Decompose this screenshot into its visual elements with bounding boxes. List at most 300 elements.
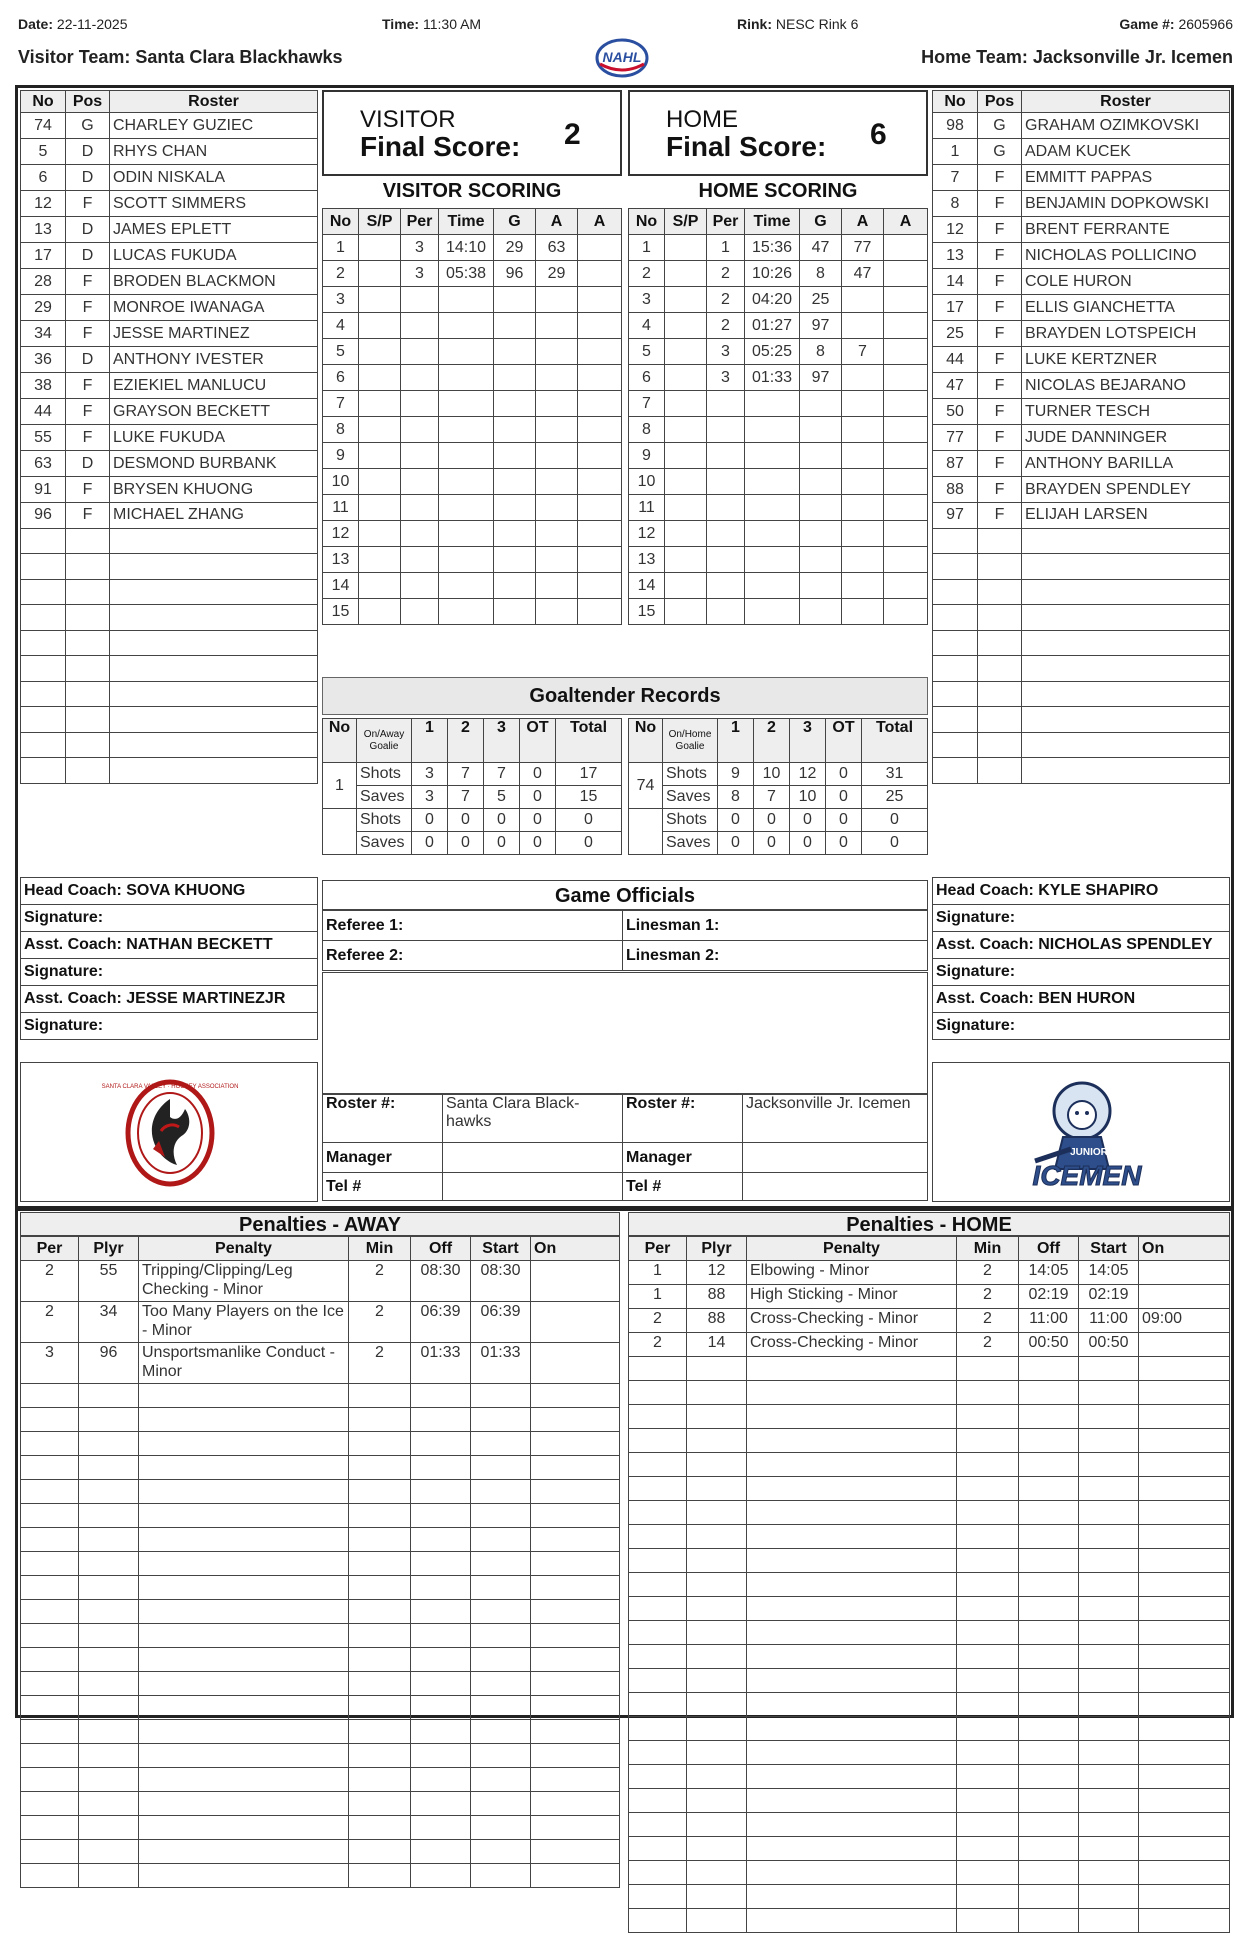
penalty-off [411,1552,471,1576]
scoring-a1 [536,547,578,573]
scoring-a2 [884,235,928,261]
penalty-per: 3 [21,1343,79,1384]
scoring-a2 [884,495,928,521]
roster-position: F [978,165,1022,191]
penalty-on [531,1600,620,1624]
penalty-penalty [139,1864,349,1888]
penalty-row [629,1429,1230,1453]
penalty-on [531,1864,620,1888]
scoring-a2 [578,547,622,573]
scoring-time: 01:27 [745,313,800,339]
penalty-off [1019,1837,1079,1861]
penalty-per [629,1405,687,1429]
penalty-off: 08:30 [411,1261,471,1302]
goalie-home-table [628,718,928,855]
scoring-sp [665,261,707,287]
penalty-per [629,1573,687,1597]
penalty-plyr [79,1720,139,1744]
penalty-off: 06:39 [411,1302,471,1343]
goalie-p2: 0 [448,809,484,832]
penalty-on [531,1384,620,1408]
penalty-start [1079,1885,1139,1909]
roster-row [933,269,1230,295]
penalty-penalty [139,1384,349,1408]
penalty-off: 01:33 [411,1343,471,1384]
goalie-stat-label: Saves [663,786,718,809]
roster-position: F [66,477,110,503]
penalty-start [1079,1549,1139,1573]
goalie-p3: 0 [484,809,520,832]
visitor-roster-label: Roster #: [323,1095,443,1143]
scoring-a1 [536,573,578,599]
scoring-no: 5 [629,339,665,365]
home-asst-coach-1-signature[interactable]: Signature: [933,959,1230,986]
visitor-asst-coach-1-signature[interactable]: Signature: [21,959,318,986]
penalty-plyr [687,1573,747,1597]
penalty-plyr [687,1669,747,1693]
scoring-row [323,391,622,417]
scoring-per: 2 [707,261,745,287]
scoring-no: 14 [629,573,665,599]
goalie-total: 25 [862,786,928,809]
penalty-off [1019,1813,1079,1837]
roster-number [933,579,978,605]
roster-row [933,191,1230,217]
roster-number: 88 [933,477,978,503]
penalty-off [411,1624,471,1648]
roster-position [978,528,1022,554]
roster-name [110,605,318,631]
scoring-a2 [578,573,622,599]
rink-field [737,16,858,32]
penalty-min [957,1909,1019,1933]
roster-name [110,630,318,656]
scoring-a2 [578,469,622,495]
penalty-per [629,1501,687,1525]
scoring-a1 [536,365,578,391]
scoring-a2 [884,521,928,547]
goalie-p1: 9 [718,763,754,786]
col-p3: 3 [484,719,520,763]
roster-name: LUKE FUKUDA [110,425,318,451]
penalty-start [471,1840,531,1864]
roster-name: ANTHONY BARILLA [1022,451,1230,477]
visitor-label: VISITOR [360,106,456,133]
visitor-asst-coach-2-signature[interactable]: Signature: [21,1013,318,1040]
scoring-time [745,495,800,521]
scoring-no: 8 [629,417,665,443]
roster-position: F [978,243,1022,269]
roster-number: 5 [21,139,66,165]
penalty-plyr: 14 [687,1333,747,1357]
penalty-per [21,1456,79,1480]
roster-position [978,554,1022,580]
roster-position [66,732,110,758]
scoring-no: 7 [629,391,665,417]
penalty-on [1139,1717,1230,1741]
home-asst-coach-2-signature[interactable]: Signature: [933,1013,1230,1040]
penalty-start [471,1720,531,1744]
visitor-tel-label: Tel # [323,1173,443,1201]
scoring-a1 [842,469,884,495]
penalty-start [1079,1381,1139,1405]
roster-row [933,732,1230,758]
visitor-manager-label: Manager [323,1143,443,1173]
roster-row [21,477,318,503]
roster-row [933,605,1230,631]
roster-position: G [978,139,1022,165]
scoring-a1 [536,469,578,495]
penalty-off [411,1648,471,1672]
roster-row [933,707,1230,733]
penalty-plyr [687,1405,747,1429]
penalty-off [1019,1357,1079,1381]
scoring-sp [359,547,401,573]
penalty-plyr [79,1696,139,1720]
roster-name [110,579,318,605]
linesman-1[interactable]: Linesman 1: [623,911,928,941]
roster-position: F [66,295,110,321]
roster-row [933,656,1230,682]
goalie-p2: 10 [754,763,790,786]
roster-name [1022,579,1230,605]
scoring-sp [359,261,401,287]
goalie-ot: 0 [826,786,862,809]
penalty-min [349,1768,411,1792]
penalty-min [957,1453,1019,1477]
goalie-stat-label: Saves [357,786,412,809]
visitor-team-line [18,47,343,68]
penalty-row [629,1621,1230,1645]
penalty-row [629,1573,1230,1597]
goalie-total: 0 [862,809,928,832]
time-label: Time: [382,16,420,32]
roster-row [21,165,318,191]
rink-value: NESC Rink 6 [775,16,859,32]
roster-position [66,605,110,631]
penalty-penalty [747,1453,957,1477]
penalty-off [411,1408,471,1432]
scoring-row [323,287,622,313]
scoring-a2 [578,599,622,625]
penalty-penalty [747,1381,957,1405]
penalty-per [629,1765,687,1789]
roster-row [21,321,318,347]
penalty-penalty [747,1765,957,1789]
penalty-on [531,1528,620,1552]
scoring-sp [665,443,707,469]
penalty-min [957,1429,1019,1453]
home-logo-box [932,1062,1230,1202]
penalty-plyr [687,1621,747,1645]
roster-position: F [66,321,110,347]
roster-name: RHYS CHAN [110,139,318,165]
penalty-penalty [139,1792,349,1816]
penalty-per [629,1837,687,1861]
goalie-p1: 0 [412,832,448,855]
scoring-a2 [884,339,928,365]
scoring-a2 [578,313,622,339]
visitor-scoring-table [322,208,622,625]
penalty-on [1139,1765,1230,1789]
scoring-no: 13 [629,547,665,573]
penalty-per [21,1744,79,1768]
home-team-line [921,47,1233,68]
home-tel-value[interactable] [743,1173,928,1201]
penalty-row [629,1909,1230,1933]
roster-number: 77 [933,425,978,451]
roster-row [21,217,318,243]
scoring-g: 25 [800,287,842,313]
scoring-no: 4 [629,313,665,339]
goalie-p3: 0 [790,809,826,832]
penalty-start: 06:39 [471,1302,531,1343]
penalty-off [1019,1645,1079,1669]
penalty-per [21,1600,79,1624]
scoring-per: 3 [707,339,745,365]
penalty-penalty [747,1525,957,1549]
scoring-sp [359,287,401,313]
roster-number: 17 [933,295,978,321]
roster-row [933,630,1230,656]
penalty-min [957,1477,1019,1501]
scoring-time [745,391,800,417]
penalty-plyr [687,1645,747,1669]
goalie-row [323,786,622,809]
scoring-per: 3 [401,235,439,261]
penalty-row [629,1693,1230,1717]
goalie-p2: 0 [448,832,484,855]
penalty-start [471,1696,531,1720]
date-field [18,16,127,32]
scoring-per: 3 [401,261,439,287]
penalty-per [629,1693,687,1717]
scoring-a2 [884,599,928,625]
roster-position [978,732,1022,758]
penalties-home-table [628,1236,1230,1933]
penalty-min [349,1696,411,1720]
penalty-per: 1 [629,1261,687,1285]
penalty-row [629,1549,1230,1573]
scoring-g [800,443,842,469]
visitor-manager-value[interactable] [443,1143,623,1173]
scoring-a1 [842,573,884,599]
penalty-plyr [687,1501,747,1525]
roster-name [110,758,318,784]
scoring-g [800,521,842,547]
col-sp: S/P [359,209,401,235]
roster-row [21,656,318,682]
penalty-penalty [747,1693,957,1717]
penalty-off [1019,1597,1079,1621]
svg-text:JUNIOR: JUNIOR [1070,1147,1108,1158]
penalty-min [957,1549,1019,1573]
scoring-row [629,391,928,417]
scoring-a2 [578,521,622,547]
col-no: No [933,91,978,113]
penalty-on [1139,1429,1230,1453]
penalty-off [411,1720,471,1744]
penalty-penalty [139,1768,349,1792]
penalty-off [411,1792,471,1816]
penalty-plyr: 12 [687,1261,747,1285]
game-number-field [1119,16,1233,32]
game-officials-title: Game Officials [322,880,928,910]
penalty-penalty [747,1717,957,1741]
roster-name: DESMOND BURBANK [110,451,318,477]
penalty-plyr: 88 [687,1309,747,1333]
roster-row [933,554,1230,580]
penalty-start [1079,1573,1139,1597]
penalty-row [21,1696,620,1720]
roster-info-table [322,1094,928,1201]
penalty-off [411,1504,471,1528]
penalty-off [411,1744,471,1768]
roster-name: BRAYDEN SPENDLEY [1022,477,1230,503]
scoring-time [439,547,494,573]
scoring-a2 [578,391,622,417]
roster-position: F [66,503,110,529]
roster-name: MONROE IWANAGA [110,295,318,321]
scoring-row [323,443,622,469]
goalie-p1: 3 [412,786,448,809]
penalty-penalty [747,1837,957,1861]
penalty-per: 2 [629,1333,687,1357]
col-min: Min [957,1237,1019,1261]
goalie-total: 17 [556,763,622,786]
visitor-roster-name: Santa Clara Black-hawks [443,1095,623,1143]
roster-row [21,503,318,529]
blackhawks-logo [101,1079,239,1187]
roster-row [21,681,318,707]
col-assist2: A [578,209,622,235]
notes-area[interactable] [322,972,928,1094]
scoring-a2 [884,261,928,287]
roster-name: BRODEN BLACKMON [110,269,318,295]
roster-position [66,630,110,656]
penalty-min [957,1645,1019,1669]
penalty-on [531,1302,620,1343]
penalty-start [1079,1837,1139,1861]
roster-row [933,139,1230,165]
goalie-stat-label: Shots [663,809,718,832]
penalty-plyr [687,1381,747,1405]
penalty-per [629,1741,687,1765]
roster-name [1022,758,1230,784]
penalty-start [471,1432,531,1456]
scoring-per: 2 [707,287,745,313]
roster-row [933,113,1230,139]
penalty-row [629,1453,1230,1477]
home-manager-value[interactable] [743,1143,928,1173]
penalty-start [471,1864,531,1888]
penalty-per [629,1813,687,1837]
penalty-per [21,1408,79,1432]
scoring-g [494,365,536,391]
scoring-a2 [578,339,622,365]
penalty-row [629,1477,1230,1501]
scoring-per [401,313,439,339]
roster-number: 38 [21,373,66,399]
linesman-2[interactable]: Linesman 2: [623,941,928,971]
roster-number: 44 [21,399,66,425]
roster-name [110,554,318,580]
penalty-start [471,1384,531,1408]
scoring-sp [359,365,401,391]
scoring-sp [665,235,707,261]
goalie-row [629,832,928,855]
home-head-coach-signature[interactable]: Signature: [933,905,1230,932]
home-roster-table [932,90,1230,784]
penalty-per [629,1381,687,1405]
roster-position: F [978,425,1022,451]
penalty-per [629,1909,687,1933]
roster-number: 6 [21,165,66,191]
scoring-time [439,287,494,313]
penalty-min [957,1669,1019,1693]
svg-text:SANTA CLARA VALLEY · HOCKEY AS: SANTA CLARA VALLEY · HOCKEY ASSOCIATION [101,1084,239,1090]
penalty-penalty [139,1720,349,1744]
penalty-per [629,1861,687,1885]
scoring-per [707,573,745,599]
penalty-penalty: Cross-Checking - Minor [747,1309,957,1333]
goalie-p1: 0 [412,809,448,832]
penalty-penalty [747,1477,957,1501]
scoring-row [629,313,928,339]
scoring-g [494,339,536,365]
scoring-a2 [578,261,622,287]
scoring-sp [665,573,707,599]
scoring-row [323,339,622,365]
penalty-penalty [747,1861,957,1885]
visitor-head-coach-signature[interactable]: Signature: [21,905,318,932]
penalties-away-title: Penalties - AWAY [20,1212,620,1236]
penalty-plyr [79,1408,139,1432]
scoring-no: 12 [629,521,665,547]
col-goalie-no: No [323,719,357,763]
roster-row [21,113,318,139]
penalty-start [1079,1861,1139,1885]
penalty-min [349,1672,411,1696]
penalty-plyr: 34 [79,1302,139,1343]
penalty-min [349,1720,411,1744]
visitor-head-coach: Head Coach: SOVA KHUONG [21,878,318,905]
penalty-row [629,1717,1230,1741]
referee-1[interactable]: Referee 1: [323,911,623,941]
roster-row [933,528,1230,554]
roster-position [66,656,110,682]
penalty-min [957,1765,1019,1789]
scoring-a1 [842,599,884,625]
col-plyr: Plyr [79,1237,139,1261]
roster-name [1022,605,1230,631]
penalty-on [1139,1501,1230,1525]
penalty-on [531,1720,620,1744]
date-label: Date: [18,16,54,32]
penalty-on [531,1504,620,1528]
col-start: Start [1079,1237,1139,1261]
scoring-a2 [884,443,928,469]
roster-row [933,373,1230,399]
roster-number [21,656,66,682]
visitor-tel-value[interactable] [443,1173,623,1201]
penalty-start: 00:50 [1079,1333,1139,1357]
penalty-penalty: Cross-Checking - Minor [747,1333,957,1357]
roster-number: 36 [21,347,66,373]
scoring-a1 [536,313,578,339]
referee-2[interactable]: Referee 2: [323,941,623,971]
roster-row [21,707,318,733]
